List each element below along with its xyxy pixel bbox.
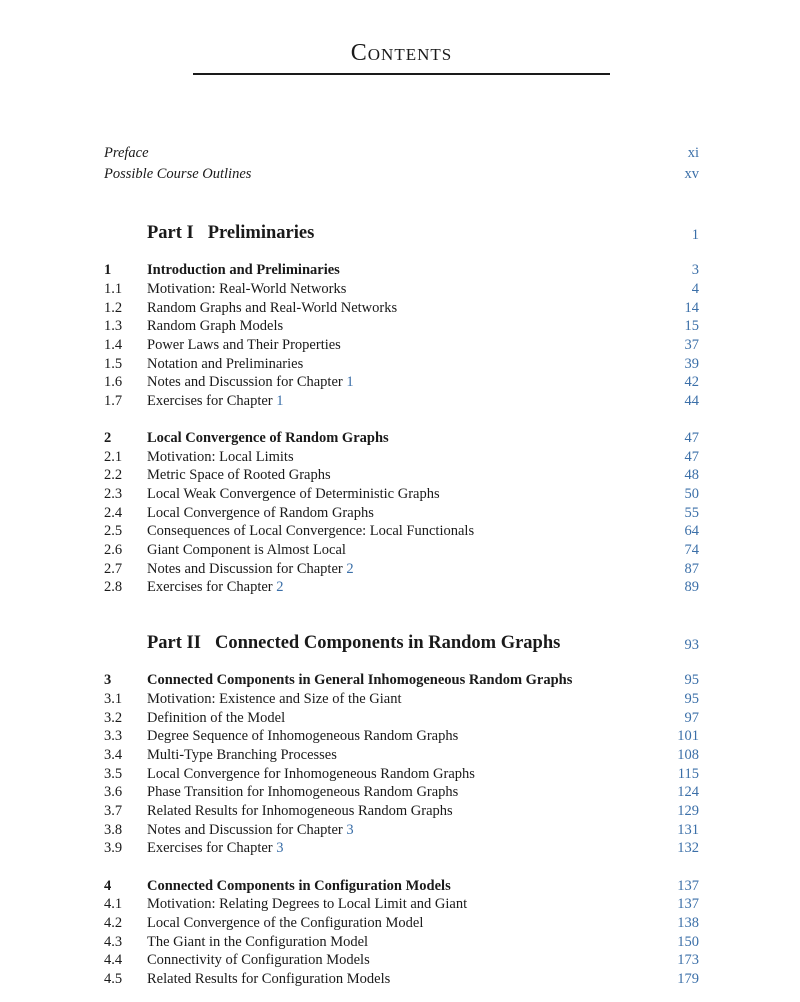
section-number: 1.6 <box>104 374 123 390</box>
chapter-title: Local Convergence of Random Graphs <box>147 430 389 446</box>
section-entry[interactable] <box>0 783 800 802</box>
section-title: Related Results for Inhomogeneous Random Graphs <box>147 803 453 819</box>
part-title: Connected Components in Random Graphs <box>214 633 561 653</box>
section-title: Notes and Discussion for Chapter <box>147 561 343 577</box>
section-number: 2.3 <box>104 486 123 502</box>
section-title: Notes and Discussion for Chapter <box>147 374 343 390</box>
toc-page-link[interactable]: 39 <box>684 356 699 372</box>
chapter-ref-link[interactable]: 2 <box>346 561 354 577</box>
section-entry[interactable] <box>0 746 800 765</box>
section-title: Degree Sequence of Inhomogeneous Random Graphs <box>147 728 459 744</box>
toc-page-link[interactable]: 50 <box>684 486 699 502</box>
section-number: 4.3 <box>104 934 123 950</box>
chapter-number: 4 <box>104 878 112 894</box>
section-number: 2.7 <box>104 561 123 577</box>
toc-entry-label: Preface <box>104 145 149 161</box>
toc-page-link[interactable]: xv <box>684 166 699 182</box>
section-title: Multi-Type Branching Processes <box>147 747 337 763</box>
chapter-entry-3[interactable] <box>0 671 800 690</box>
toc-page-link[interactable]: 129 <box>677 803 699 819</box>
section-title: Phase Transition for Inhomogeneous Random Graphs <box>147 784 459 800</box>
section-number: 4.4 <box>104 952 123 968</box>
chapter-number: 1 <box>104 262 112 278</box>
toc-page-link[interactable]: 47 <box>684 449 699 465</box>
part-label: Part I <box>147 223 194 243</box>
section-title: Random Graph Models <box>147 318 284 334</box>
section-title: Exercises for Chapter <box>147 840 273 856</box>
toc-page-link[interactable]: 138 <box>677 915 699 931</box>
toc-page-link[interactable]: 14 <box>684 300 699 316</box>
section-entry[interactable] <box>0 895 800 914</box>
part-title: Preliminaries <box>207 223 315 243</box>
section-number: 3.7 <box>104 803 123 819</box>
toc-page-link[interactable]: 101 <box>677 728 699 744</box>
section-number: 1.4 <box>104 337 123 353</box>
toc-page-link[interactable]: 97 <box>684 710 699 726</box>
section-number: 2.6 <box>104 542 123 558</box>
section-number: 3.1 <box>104 691 123 707</box>
section-title: Notes and Discussion for Chapter <box>147 822 343 838</box>
section-number: 1.5 <box>104 356 123 372</box>
section-number: 2.2 <box>104 467 123 483</box>
toc-page-link[interactable]: 87 <box>684 561 699 577</box>
section-title: Metric Space of Rooted Graphs <box>147 467 331 483</box>
chapter-title: Connected Components in Configuration Models <box>147 878 451 894</box>
chapter-ref-link[interactable]: 1 <box>276 393 284 409</box>
section-number: 3.5 <box>104 766 123 782</box>
section-entry[interactable] <box>0 560 800 579</box>
toc-page-link[interactable]: 108 <box>677 747 699 763</box>
section-title: Connectivity of Configuration Models <box>147 952 370 968</box>
toc-page-link[interactable]: 179 <box>677 971 699 987</box>
toc-page-link[interactable]: 37 <box>684 337 699 353</box>
section-title: Local Convergence for Inhomogeneous Random Graphs <box>147 766 475 782</box>
section-number: 2.4 <box>104 505 123 521</box>
toc-page-link[interactable]: 42 <box>684 374 699 390</box>
section-number: 3.8 <box>104 822 123 838</box>
section-number: 4.5 <box>104 971 123 987</box>
toc-page-link[interactable]: 95 <box>684 672 699 688</box>
section-entry[interactable] <box>0 839 800 858</box>
section-title: Giant Component is Almost Local <box>147 542 346 558</box>
chapter-ref-link[interactable]: 1 <box>346 374 354 390</box>
section-title: Motivation: Local Limits <box>147 449 294 465</box>
section-entry[interactable] <box>0 299 800 318</box>
section-title: Notation and Preliminaries <box>147 356 304 372</box>
section-title: Motivation: Real-World Networks <box>147 281 347 297</box>
section-number: 4.2 <box>104 915 123 931</box>
page-title: Contents <box>350 40 453 66</box>
section-entry[interactable] <box>0 914 800 933</box>
section-title: Exercises for Chapter <box>147 579 273 595</box>
chapter-number: 3 <box>104 672 112 688</box>
section-title: Motivation: Relating Degrees to Local Limit and Giant <box>147 896 468 912</box>
section-title: Local Weak Convergence of Deterministic Graphs <box>147 486 440 502</box>
toc-page-link[interactable]: 74 <box>684 542 699 558</box>
toc-page-link[interactable]: 48 <box>684 467 699 483</box>
section-entry[interactable] <box>0 504 800 523</box>
toc-entry-course-outlines[interactable] <box>0 165 800 184</box>
section-title: Motivation: Existence and Size of the Giant <box>147 691 402 707</box>
section-number: 1.2 <box>104 300 123 316</box>
section-entry[interactable] <box>0 709 800 728</box>
section-title: Local Convergence of the Configuration Model <box>147 915 424 931</box>
section-entry[interactable] <box>0 280 800 299</box>
toc-page-link[interactable]: 1 <box>691 227 699 243</box>
section-number: 1.1 <box>104 281 123 297</box>
title-rule <box>193 73 610 75</box>
section-number: 3.4 <box>104 747 123 763</box>
part-heading-2[interactable] <box>0 630 800 656</box>
section-number: 1.7 <box>104 393 123 409</box>
section-entry[interactable] <box>0 317 800 336</box>
toc-page-link[interactable]: 93 <box>684 637 699 653</box>
section-entry[interactable] <box>0 727 800 746</box>
chapter-entry-1[interactable] <box>0 261 800 280</box>
section-entry[interactable] <box>0 392 800 411</box>
toc-page-link[interactable]: 150 <box>677 934 699 950</box>
section-number: 1.3 <box>104 318 123 334</box>
toc-page-link[interactable]: 47 <box>684 430 699 446</box>
section-number: 2.8 <box>104 579 123 595</box>
section-entry[interactable] <box>0 485 800 504</box>
section-entry[interactable] <box>0 466 800 485</box>
section-title: Related Results for Configuration Models <box>147 971 391 987</box>
chapter-ref-link[interactable]: 3 <box>346 822 354 838</box>
section-entry[interactable] <box>0 802 800 821</box>
section-entry[interactable] <box>0 522 800 541</box>
part-label: Part II <box>147 633 201 653</box>
chapter-title: Connected Components in General Inhomogeneous Random Graphs <box>147 672 573 688</box>
section-title: Random Graphs and Real-World Networks <box>147 300 398 316</box>
section-entry[interactable] <box>0 933 800 952</box>
section-title: Definition of the Model <box>147 710 286 726</box>
toc-page-link[interactable]: 132 <box>677 840 699 856</box>
toc-page-link[interactable]: 131 <box>677 822 699 838</box>
section-title: Consequences of Local Convergence: Local Functionals <box>147 523 475 539</box>
toc-page-link[interactable]: 124 <box>677 784 699 800</box>
section-title: Exercises for Chapter <box>147 393 273 409</box>
chapter-ref-link[interactable]: 3 <box>276 840 284 856</box>
section-entry[interactable] <box>0 690 800 709</box>
section-entry[interactable] <box>0 970 800 989</box>
toc-page-link[interactable]: 115 <box>677 766 699 782</box>
section-entry[interactable] <box>0 541 800 560</box>
toc-page-link[interactable]: 15 <box>684 318 699 334</box>
section-title: Power Laws and Their Properties <box>147 337 341 353</box>
section-entry[interactable] <box>0 951 800 970</box>
toc-entry-preface[interactable] <box>0 144 800 163</box>
section-title: Local Convergence of Random Graphs <box>147 505 374 521</box>
toc-page-link[interactable]: 3 <box>691 262 699 278</box>
toc-page-link[interactable]: 95 <box>684 691 699 707</box>
chapter-number: 2 <box>104 430 112 446</box>
section-number: 3.2 <box>104 710 123 726</box>
section-number: 3.9 <box>104 840 123 856</box>
section-entry[interactable] <box>0 373 800 392</box>
chapter-entry-4[interactable] <box>0 877 800 896</box>
section-number: 3.6 <box>104 784 123 800</box>
toc-page-link[interactable]: 64 <box>684 523 699 539</box>
section-entry[interactable] <box>0 578 800 597</box>
toc-page-link[interactable]: 137 <box>677 896 699 912</box>
section-entry[interactable] <box>0 448 800 467</box>
toc-page-link[interactable]: 44 <box>684 393 699 409</box>
section-title: The Giant in the Configuration Model <box>147 934 369 950</box>
contents-heading-wrap <box>193 38 610 68</box>
section-number: 4.1 <box>104 896 123 912</box>
chapter-entry-2[interactable] <box>0 429 800 448</box>
toc-page-link[interactable]: 4 <box>691 281 699 297</box>
section-number: 2.1 <box>104 449 123 465</box>
chapter-ref-link[interactable]: 2 <box>276 579 284 595</box>
section-number: 3.3 <box>104 728 123 744</box>
toc-page-link[interactable]: 173 <box>677 952 699 968</box>
section-entry[interactable] <box>0 355 800 374</box>
part-heading-1[interactable] <box>0 220 800 246</box>
toc-page-link[interactable]: xi <box>687 145 699 161</box>
section-number: 2.5 <box>104 523 123 539</box>
toc-page-link[interactable]: 89 <box>684 579 699 595</box>
toc-entry-label: Possible Course Outlines <box>104 166 252 182</box>
section-entry[interactable] <box>0 765 800 784</box>
toc-page-link[interactable]: 137 <box>677 878 699 894</box>
section-entry[interactable] <box>0 336 800 355</box>
chapter-title: Introduction and Preliminaries <box>147 262 340 278</box>
toc-page-link[interactable]: 55 <box>684 505 699 521</box>
section-entry[interactable] <box>0 821 800 840</box>
